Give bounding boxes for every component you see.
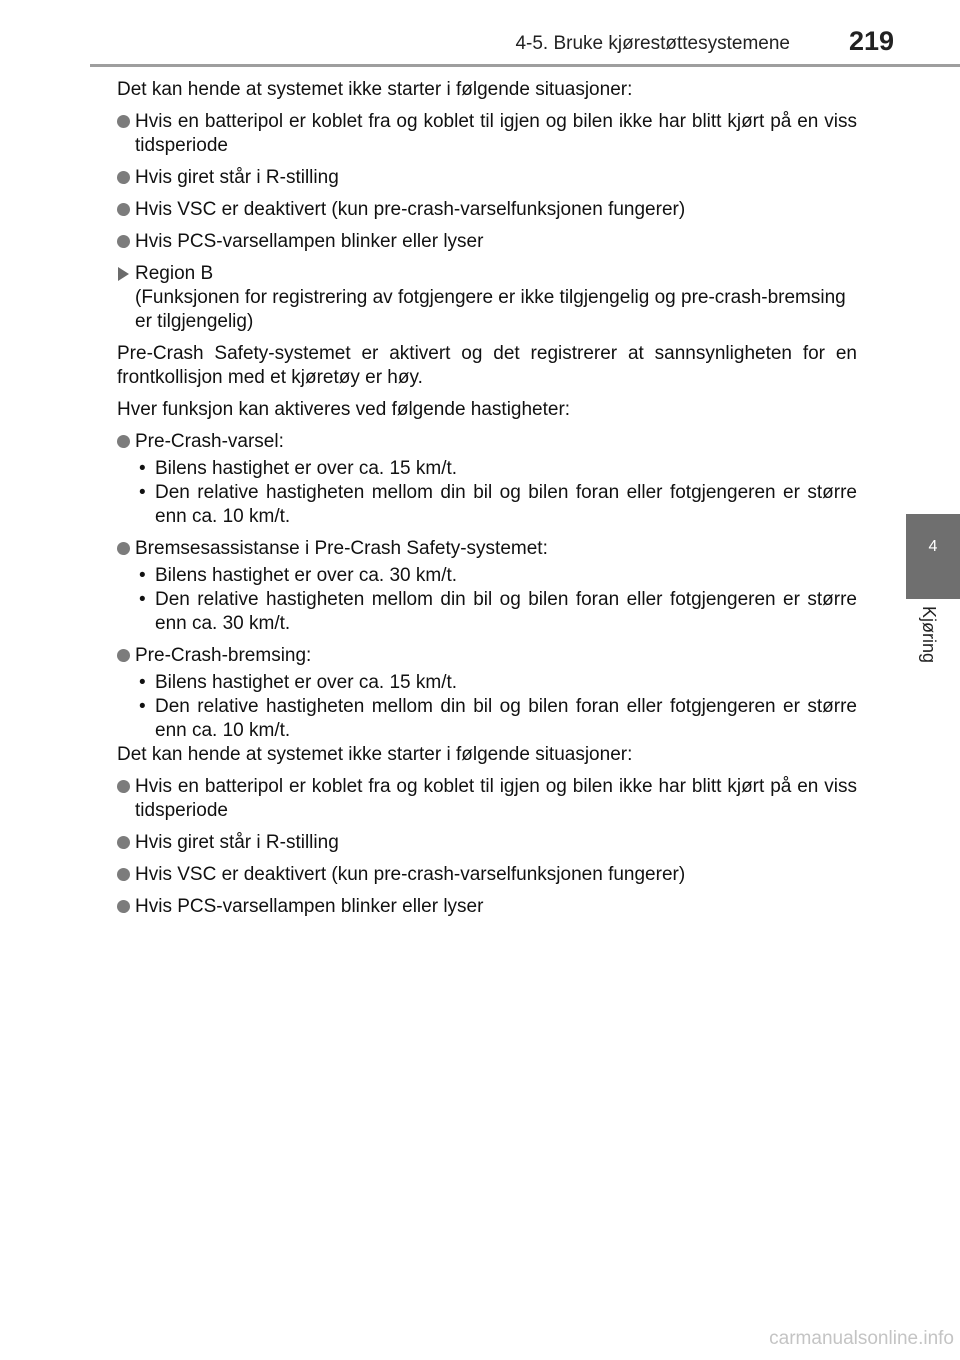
intro-paragraph: Det kan hende at systemet ikke starter i følgende situasjoner: (117, 744, 633, 765)
header-divider (90, 64, 960, 67)
condition-text: Bilens hastighet er over ca. 15 km/t. (155, 672, 458, 693)
function-title: Pre-Crash-bremsing: (135, 645, 312, 666)
condition-item (117, 695, 857, 743)
bullet-dot-icon (117, 836, 130, 849)
list-item-text: Hvis PCS-varsellampen blinker eller lyser (135, 231, 484, 252)
list-item (117, 775, 857, 823)
bullet-dot-icon (117, 203, 130, 216)
page-header (0, 0, 960, 70)
triangle-arrow-icon (118, 267, 129, 281)
chapter-label (913, 606, 943, 686)
condition-item (117, 588, 857, 636)
bullet-dot-icon (117, 900, 130, 913)
sub-bullet-icon: • (139, 589, 146, 610)
function-title: Pre-Crash-varsel: (135, 431, 284, 452)
list-item (117, 230, 857, 254)
list-item-text: Hvis giret står i R-stilling (135, 167, 339, 188)
function-title: Bremsesassistanse i Pre-Crash Safety-systemet: (135, 538, 548, 559)
list-item-text: Hvis en batteripol er koblet fra og koblet til igjen og bilen ikke har blitt kjørt på en viss tidsperiode (135, 776, 857, 821)
activation-paragraph: Pre-Crash Safety-systemet er aktivert og det registrerer at sannsynligheten for en frontkollisjon med et kjøretøy er høy. (117, 343, 857, 388)
list-item (117, 895, 857, 919)
condition-text: Bilens hastighet er over ca. 30 km/t. (155, 565, 458, 586)
sub-bullet-icon: • (139, 565, 146, 586)
condition-item (117, 481, 857, 529)
condition-item (117, 671, 857, 695)
bullet-dot-icon (117, 235, 130, 248)
condition-item (117, 457, 857, 481)
list-item (117, 166, 857, 190)
function-conditions (117, 671, 857, 743)
sub-bullet-icon: • (139, 458, 146, 479)
function-conditions (117, 564, 857, 636)
condition-text: Den relative hastigheten mellom din bil og bilen foran eller fotgjengeren er større enn ca. 10 km/t. (155, 482, 857, 527)
function-conditions (117, 457, 857, 529)
list-item-text: Hvis VSC er deaktivert (kun pre-crash-varselfunksjonen fungerer) (135, 199, 686, 220)
bullet-dot-icon (117, 649, 130, 662)
chapter-number: 4 (928, 538, 938, 555)
bullet-dot-icon (117, 115, 130, 128)
function-heading (117, 537, 857, 561)
bullet-dot-icon (117, 435, 130, 448)
region-note: (Funksjonen for registrering av fotgjengere er ikke tilgjengelig og pre-crash-bremsing er tilgjengelig) (135, 287, 846, 332)
bullet-dot-icon (117, 542, 130, 555)
section-title: 4-5. Bruke kjørestøttesystemene (515, 33, 790, 54)
list-item-text: Hvis en batteripol er koblet fra og koblet til igjen og bilen ikke har blitt kjørt på en viss tidsperiode (135, 111, 857, 156)
page-number: 219 (848, 26, 894, 56)
list-item-text: Hvis PCS-varsellampen blinker eller lyser (135, 896, 484, 917)
condition-text: Bilens hastighet er over ca. 15 km/t. (155, 458, 458, 479)
page-body (117, 78, 857, 927)
sub-bullet-icon: • (139, 696, 146, 717)
condition-item (117, 564, 857, 588)
intro-paragraph: Det kan hende at systemet ikke starter i følgende situasjoner: (117, 79, 633, 100)
list-item-text: Hvis VSC er deaktivert (kun pre-crash-varselfunksjonen fungerer) (135, 864, 686, 885)
list-item (117, 831, 857, 855)
condition-text: Den relative hastigheten mellom din bil og bilen foran eller fotgjengeren er større enn ca. 10 km/t. (155, 696, 857, 741)
region-heading (117, 262, 857, 334)
function-heading (117, 644, 857, 668)
chapter-label-text: Kjøring (919, 606, 939, 664)
speed-paragraph: Hver funksjon kan aktiveres ved følgende hastigheter: (117, 399, 571, 420)
list-item (117, 110, 857, 158)
function-heading (117, 430, 857, 454)
list-item (117, 863, 857, 887)
sub-bullet-icon: • (139, 482, 146, 503)
condition-text: Den relative hastigheten mellom din bil og bilen foran eller fotgjengeren er større enn ca. 30 km/t. (155, 589, 857, 634)
region-title: Region B (135, 263, 214, 284)
sub-bullet-icon: • (139, 672, 146, 693)
list-item (117, 198, 857, 222)
bullet-dot-icon (117, 780, 130, 793)
watermark: carmanualsonline.info (769, 1328, 954, 1349)
bullet-dot-icon (117, 171, 130, 184)
list-item-text: Hvis giret står i R-stilling (135, 832, 339, 853)
bullet-dot-icon (117, 868, 130, 881)
chapter-tab (906, 514, 960, 599)
